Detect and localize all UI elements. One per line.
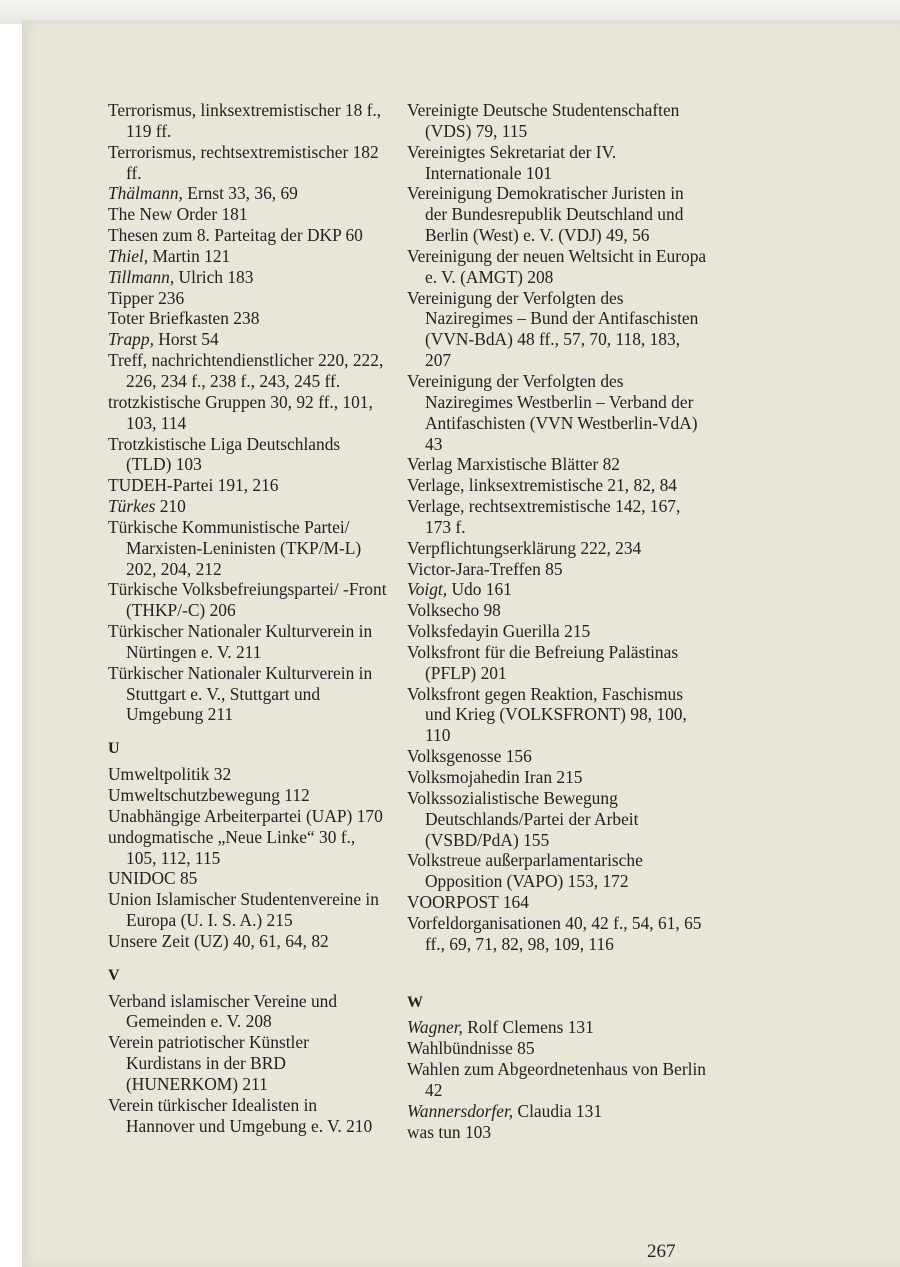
index-entry (407, 1122, 707, 1143)
index-entry (407, 183, 707, 246)
entry-text: Verlage, rechtsextremistische 142, 167, 173 f. (407, 496, 681, 537)
section-letter: W (407, 993, 423, 1011)
person-name: Tillmann, (108, 266, 175, 287)
entry-text: was tun 103 (407, 1121, 492, 1142)
index-entry (407, 246, 707, 288)
index-entry (108, 392, 388, 434)
index-entry (108, 246, 388, 267)
index-entry (407, 746, 707, 767)
person-name: Wagner, (407, 1017, 463, 1038)
entry-text: Wahlen zum Abgeordnetenhaus von Berlin 42 (407, 1059, 706, 1100)
index-entry (407, 142, 707, 184)
index-entry (108, 475, 388, 496)
index-entry (108, 517, 388, 580)
index-entry (407, 788, 707, 851)
entry-text: undogmatische „Neue Linke“ 30 f., 105, 112, 115 (108, 826, 356, 868)
entry-text: Horst 54 (153, 329, 219, 350)
entry-text: The New Order 181 (108, 204, 248, 225)
entry-text: trotzkistische Gruppen 30, 92 ff., 101, 103, 114 (108, 391, 373, 433)
entry-text: Volksecho 98 (407, 600, 501, 621)
entry-text: Thesen zum 8. Parteitag der DKP 60 (108, 225, 363, 246)
index-entry (108, 663, 388, 726)
index-entry (407, 621, 707, 642)
entry-text: Verlag Marxistische Blätter 82 (407, 454, 620, 475)
entry-text: Unabhängige Arbeiterpartei (UAP) 170 (108, 805, 383, 826)
entry-text: Tipper 236 (108, 287, 185, 308)
entry-text: Ulrich 183 (174, 266, 254, 287)
entry-text: Ernst 33, 36, 69 (182, 183, 298, 204)
person-name: Thiel, (108, 245, 149, 266)
index-entry (108, 785, 388, 806)
entry-text: Vereinigte Deutsche Studentenschaften (VDS) 79, 115 (407, 100, 680, 141)
index-entry (108, 100, 388, 142)
entry-text: Verein türkischer Idealisten in Hannover und Umgebung e. V. 210 (108, 1094, 373, 1136)
book-page (22, 20, 900, 1267)
entry-text: VOORPOST 164 (407, 892, 529, 913)
entry-text: Victor-Jara-Treffen 85 (407, 558, 563, 579)
entry-text: Trotzkistische Liga Deutschlands (TLD) 103 (108, 433, 341, 475)
index-entry (108, 1095, 388, 1137)
index-entry (108, 496, 388, 517)
entry-text: Volkssozialistische Bewegung Deutschlands/Partei der Arbeit (VSBD/PdA) 155 (407, 787, 639, 850)
entry-text: Umweltpolitik 32 (108, 764, 232, 785)
index-entry (407, 579, 707, 600)
person-name: Trapp, (108, 329, 154, 350)
entry-text: 210 (155, 496, 186, 517)
section-letter: U (108, 740, 120, 758)
entry-text: Toter Briefkasten 238 (108, 308, 260, 329)
entry-text: Volksmojahedin Iran 215 (407, 767, 583, 787)
entry-text: Unsere Zeit (UZ) 40, 61, 64, 82 (108, 930, 329, 951)
entry-text: Martin 121 (148, 245, 231, 266)
entry-text: Vereinigung Demokratischer Juristen in der Bundesrepublik Deutschland und Berlin (West) e. V. (VDJ) 49, 56 (407, 183, 684, 246)
index-entry (108, 827, 388, 869)
person-name: Thälmann, (108, 183, 183, 204)
person-name: Voigt, (407, 579, 448, 600)
entry-text: Volkstreue außerparlamentarische Opposition (VAPO) 153, 172 (407, 850, 643, 892)
index-entry (407, 496, 707, 538)
entry-text: Türkischer Nationaler Kulturverein in Nürtingen e. V. 211 (108, 621, 373, 662)
entry-text: Türkischer Nationaler Kulturverein in Stuttgart e. V., Stuttgart und Umgebung 211 (108, 662, 373, 725)
entry-text: Vereinigung der Verfolgten des Naziregimes Westberlin – Verband der Antifaschisten (VVN Westberlin-VdA) 43 (407, 370, 698, 454)
entry-text: Volksgenosse 156 (407, 746, 532, 767)
entry-text: Türkische Kommunistische Partei/ Marxisten-Leninisten (TKP/M-L) 202, 204, 212 (108, 516, 362, 579)
entry-text: Udo 161 (447, 579, 512, 600)
index-entry (108, 806, 388, 827)
index-entry (108, 183, 388, 204)
index-entry (108, 350, 388, 392)
index-entry (108, 267, 388, 288)
index-entry (407, 288, 707, 371)
index-entry (407, 454, 707, 475)
entry-text: Volksfedayin Guerilla 215 (407, 621, 591, 642)
index-entry (108, 764, 388, 785)
index-entry (108, 308, 388, 329)
entry-text: Volksfront für die Befreiung Palästinas (PFLP) 201 (407, 641, 679, 683)
index-entry (108, 889, 388, 931)
index-entry (108, 579, 388, 621)
entry-text: Vereinigtes Sekretariat der IV. Internationale 101 (407, 141, 617, 183)
index-entry (108, 434, 388, 476)
index-entry (108, 225, 388, 246)
index-entry (407, 1101, 707, 1122)
index-entry (407, 475, 707, 496)
entry-text: Verlage, linksextremistische 21, 82, 84 (407, 475, 677, 496)
index-entry (407, 850, 707, 892)
index-entry (407, 600, 707, 621)
entry-text: Vorfeldorganisationen 40, 42 f., 54, 61, 65 ff., 69, 71, 82, 98, 109, 116 (407, 912, 702, 954)
entry-text: Claudia 131 (513, 1100, 603, 1121)
index-entry (407, 559, 707, 580)
entry-text: Umweltschutzbewegung 112 (108, 785, 310, 805)
index-entry (108, 329, 388, 350)
index-entry (108, 868, 388, 889)
index-entry (407, 538, 707, 559)
entry-text: UNIDOC 85 (108, 868, 198, 889)
index-entry (108, 1032, 388, 1095)
index-entry (108, 931, 388, 952)
index-entry (407, 642, 707, 684)
index-entry (108, 142, 388, 184)
page-number: 267 (647, 1241, 676, 1262)
entry-text: Wahlbündnisse 85 (407, 1038, 535, 1059)
index-entry (407, 1017, 707, 1038)
index-column-left (108, 100, 388, 1137)
person-name: Wannersdorfer, (407, 1100, 514, 1121)
entry-text: Verpflichtungserklärung 222, 234 (407, 537, 642, 558)
index-entry (108, 204, 388, 225)
person-name: Türkes (108, 496, 156, 517)
index-entry (407, 913, 707, 955)
entry-text: Terrorismus, linksextremistischer 18 f., 119 ff. (108, 100, 382, 141)
section-letter: V (108, 966, 120, 984)
entry-text: Union Islamischer Studentenvereine in Europa (U. I. S. A.) 215 (108, 889, 379, 931)
index-entry (407, 892, 707, 913)
index-entry (407, 1059, 707, 1101)
index-column-right (407, 100, 707, 1143)
index-entry (407, 684, 707, 747)
index-entry (407, 1038, 707, 1059)
entry-text: Vereinigung der Verfolgten des Naziregimes – Bund der Antifaschisten (VVN-BdA) 48 ff., 57, 70, 118, 183, 207 (407, 287, 699, 371)
index-entry (108, 288, 388, 309)
entry-text: Vereinigung der neuen Weltsicht in Europa e. V. (AMGT) 208 (407, 245, 707, 287)
index-entry (407, 100, 707, 142)
index-entry (108, 621, 388, 663)
entry-text: Volksfront gegen Reaktion, Faschismus und Krieg (VOLKSFRONT) 98, 100, 110 (407, 683, 687, 746)
index-entry (108, 991, 388, 1033)
entry-text: Terrorismus, rechtsextremistischer 182 ff. (108, 141, 379, 183)
index-entry (407, 767, 707, 788)
index-entry (407, 371, 707, 454)
entry-text: Verband islamischer Vereine und Gemeinden e. V. 208 (108, 990, 338, 1032)
entry-text: Treff, nachrichtendienstlicher 220, 222, 226, 234 f., 238 f., 243, 245 ff. (108, 350, 384, 391)
entry-text: Verein patriotischer Künstler Kurdistans in der BRD (HUNERKOM) 211 (108, 1032, 309, 1094)
entry-text: TUDEH-Partei 191, 216 (108, 475, 279, 496)
entry-text: Rolf Clemens 131 (462, 1017, 594, 1038)
entry-text: Türkische Volksbefreiungspartei/ -Front (THKP/-C) 206 (108, 579, 387, 621)
